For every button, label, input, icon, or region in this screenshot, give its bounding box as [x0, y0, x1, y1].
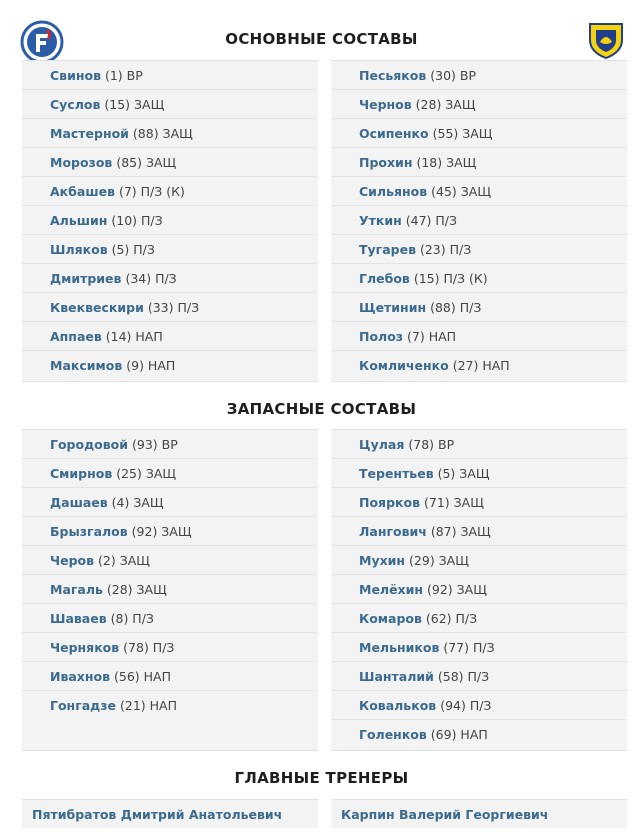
player-row — [331, 61, 627, 90]
player-name-link[interactable]: Чернов — [359, 97, 412, 112]
player-row — [22, 546, 318, 575]
player-row — [331, 351, 627, 380]
player-number-position: (30) ВР — [430, 68, 476, 83]
player-name-link[interactable]: Сильянов — [359, 184, 428, 199]
player-row — [331, 430, 627, 459]
player-number-position: (15) ЗАЩ — [104, 97, 165, 112]
player-name-link[interactable]: Уткин — [359, 213, 402, 228]
player-number-position: (7) НАП — [407, 329, 457, 344]
player-row — [22, 633, 318, 662]
player-name-link[interactable]: Свинов — [50, 68, 101, 83]
player-row — [331, 575, 627, 604]
player-row — [331, 322, 627, 351]
player-row — [22, 206, 318, 235]
player-name-link[interactable]: Шаваев — [50, 611, 107, 626]
player-name-link[interactable]: Голенков — [359, 727, 427, 742]
player-row — [331, 546, 627, 575]
player-name-link[interactable]: Смирнов — [50, 466, 113, 481]
player-number-position: (28) ЗАЩ — [106, 582, 167, 597]
player-name-link[interactable]: Ковальков — [359, 698, 437, 713]
player-name-link[interactable]: Шляков — [50, 242, 108, 257]
player-row — [22, 148, 318, 177]
starting-lineups-title: ОСНОВНЫЕ СОСТАВЫ — [225, 30, 418, 48]
player-row — [22, 459, 318, 488]
player-row — [22, 119, 318, 148]
player-row — [331, 119, 627, 148]
player-number-position: (85) ЗАЩ — [116, 155, 177, 170]
player-number-position: (71) ЗАЩ — [424, 495, 484, 510]
substitutes-away-list — [331, 429, 627, 751]
player-row — [22, 322, 318, 351]
player-number-position: (27) НАП — [452, 358, 510, 373]
player-name-link[interactable]: Квеквескири — [50, 300, 144, 315]
player-name-link[interactable]: Магаль — [50, 582, 103, 597]
player-row — [22, 177, 318, 206]
player-number-position: (15) П/З (К) — [413, 271, 488, 286]
player-row — [22, 488, 318, 517]
player-row — [22, 604, 318, 633]
player-number-position: (1) ВР — [104, 68, 143, 83]
player-number-position: (92) ЗАЩ — [427, 582, 487, 597]
player-name-link[interactable]: Поярков — [359, 495, 421, 510]
player-row — [331, 90, 627, 119]
player-row — [331, 293, 627, 322]
away-coach[interactable]: Карпин Валерий Георгиевич — [331, 799, 627, 828]
player-number-position: (55) ЗАЩ — [432, 126, 493, 141]
player-row — [331, 517, 627, 546]
player-number-position: (88) ЗАЩ — [132, 126, 193, 141]
player-number-position: (14) НАП — [105, 329, 163, 344]
player-number-position: (78) П/З — [123, 640, 175, 655]
player-row — [22, 430, 318, 459]
player-number-position: (18) ЗАЩ — [416, 155, 477, 170]
player-row — [331, 604, 627, 633]
player-number-position: (47) П/З — [405, 213, 458, 228]
home-coach[interactable]: Пятибратов Дмитрий Анатольевич — [22, 799, 318, 828]
player-name-link[interactable]: Акбашев — [50, 184, 115, 199]
player-name-link[interactable]: Аппаев — [50, 329, 102, 344]
player-row — [331, 148, 627, 177]
player-number-position: (45) ЗАЩ — [431, 184, 492, 199]
player-number-position: (78) ВР — [408, 437, 455, 452]
player-name-link[interactable]: Тугарев — [359, 242, 416, 257]
player-name-link[interactable]: Прохин — [359, 155, 413, 170]
player-number-position: (56) НАП — [114, 669, 171, 684]
player-name-link[interactable]: Песьяков — [359, 68, 427, 83]
player-number-position: (8) П/З — [110, 611, 154, 626]
player-name-link[interactable]: Цулая — [359, 437, 405, 452]
player-row — [22, 517, 318, 546]
player-name-link[interactable]: Морозов — [50, 155, 113, 170]
player-row — [331, 720, 627, 749]
player-number-position: (34) П/З — [125, 271, 177, 286]
player-name-link[interactable]: Ивахнов — [50, 669, 111, 684]
player-name-link[interactable]: Глебов — [359, 271, 410, 286]
player-row — [22, 691, 318, 720]
player-number-position: (21) НАП — [119, 698, 177, 713]
player-name-link[interactable]: Комличенко — [359, 358, 449, 373]
player-name-link[interactable]: Мелёхин — [359, 582, 424, 597]
substitutes-home-list — [22, 429, 318, 751]
player-name-link[interactable]: Черняков — [50, 640, 120, 655]
player-name-link[interactable]: Максимов — [50, 358, 123, 373]
player-row — [331, 177, 627, 206]
player-row — [22, 61, 318, 90]
player-name-link[interactable]: Дмитриев — [50, 271, 122, 286]
player-number-position: (69) НАП — [430, 727, 488, 742]
player-number-position: (29) ЗАЩ — [409, 553, 469, 568]
player-number-position: (28) ЗАЩ — [415, 97, 476, 112]
player-number-position: (7) П/З (К) — [118, 184, 185, 199]
player-name-link[interactable]: Черов — [50, 553, 95, 568]
player-name-link[interactable]: Суслов — [50, 97, 101, 112]
player-row — [331, 459, 627, 488]
player-row — [331, 235, 627, 264]
player-number-position: (94) П/З — [440, 698, 492, 713]
player-name-link[interactable]: Гонгадзе — [50, 698, 116, 713]
player-number-position: (58) П/З — [437, 669, 490, 684]
player-number-position: (2) ЗАЩ — [98, 553, 150, 568]
player-number-position: (25) ЗАЩ — [116, 466, 177, 481]
player-row — [331, 691, 627, 720]
player-row — [22, 90, 318, 119]
coaches-title: ГЛАВНЫЕ ТРЕНЕРЫ — [234, 769, 409, 787]
player-number-position: (77) П/З — [443, 640, 495, 655]
starting-home-list — [22, 60, 318, 382]
player-number-position: (4) ЗАЩ — [111, 495, 164, 510]
player-name-link[interactable]: Мельников — [359, 640, 440, 655]
player-name-link[interactable]: Полоз — [359, 329, 404, 344]
player-name-link[interactable]: Альшин — [50, 213, 108, 228]
player-row — [331, 633, 627, 662]
player-number-position: (62) П/З — [425, 611, 478, 626]
player-name-link[interactable]: Лангович — [359, 524, 427, 539]
player-name-link[interactable]: Мастерной — [50, 126, 129, 141]
player-name-link[interactable]: Комаров — [359, 611, 422, 626]
starting-away-list — [331, 60, 627, 382]
player-number-position: (9) НАП — [126, 358, 176, 373]
player-number-position: (92) ЗАЩ — [131, 524, 192, 539]
player-name-link[interactable]: Брызгалов — [50, 524, 128, 539]
player-number-position: (33) П/З — [147, 300, 200, 315]
player-name-link[interactable]: Мухин — [359, 553, 406, 568]
player-name-link[interactable]: Шанталий — [359, 669, 434, 684]
player-number-position: (93) ВР — [132, 437, 178, 452]
player-number-position: (5) П/З — [111, 242, 155, 257]
player-row — [22, 235, 318, 264]
player-row — [22, 293, 318, 322]
player-number-position: (10) П/З — [111, 213, 163, 228]
player-row — [331, 662, 627, 691]
player-row — [331, 488, 627, 517]
player-number-position: (88) П/З — [430, 300, 482, 315]
player-name-link[interactable]: Дашаев — [50, 495, 108, 510]
substitutes-title: ЗАПАСНЫЕ СОСТАВЫ — [226, 400, 417, 418]
player-number-position: (5) ЗАЩ — [437, 466, 490, 481]
player-number-position: (87) ЗАЩ — [430, 524, 491, 539]
player-number-position: (23) П/З — [419, 242, 472, 257]
player-row — [22, 351, 318, 380]
player-name-link[interactable]: Городовой — [50, 437, 129, 452]
player-row — [22, 575, 318, 604]
player-name-link[interactable]: Терентьев — [359, 466, 434, 481]
player-name-link[interactable]: Осипенко — [359, 126, 429, 141]
player-name-link[interactable]: Щетинин — [359, 300, 427, 315]
player-row — [331, 264, 627, 293]
player-row — [331, 206, 627, 235]
player-row — [22, 662, 318, 691]
player-row — [22, 264, 318, 293]
